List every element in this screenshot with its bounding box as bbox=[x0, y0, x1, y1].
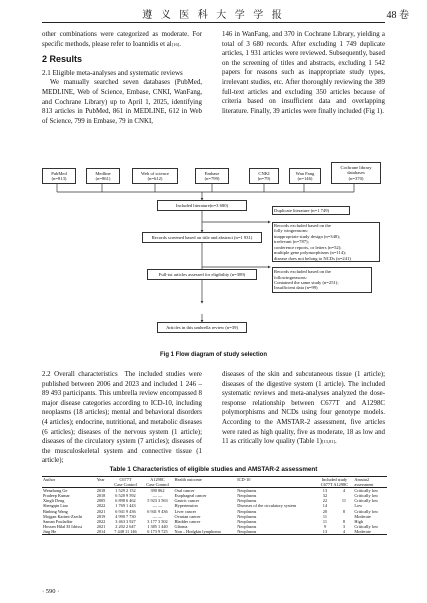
cell-included-c677t: 32 bbox=[322, 493, 328, 499]
cell-amstar2: High bbox=[354, 518, 364, 524]
fulltext-box: Full-txt articles assessed for eligibility (n=389) bbox=[147, 269, 257, 280]
flow-diagram bbox=[42, 160, 387, 340]
cell-outcome: Non – Hodgkin lymphoma bbox=[173, 529, 236, 535]
cell-outcome: Gastric cancer bbox=[174, 498, 200, 504]
journal-title: 遵 义 医 科 大 学 学 报 bbox=[142, 10, 285, 21]
cell-icd10: Diseases of the circulatory system bbox=[237, 503, 296, 509]
col-icd10: ICD-10 bbox=[236, 477, 315, 483]
col-author: Author bbox=[42, 477, 96, 483]
cell-included-c677t: 13 bbox=[322, 488, 328, 494]
included-literature-box: Included literature(n=3 680) bbox=[157, 200, 247, 211]
cell-author: Hossen Hilal El Idrissi bbox=[43, 523, 83, 529]
cell-author: Saman Fouladfar bbox=[43, 518, 73, 524]
cell-outcome: Glioma bbox=[174, 523, 188, 529]
methods-paragraph-end bbox=[42, 30, 202, 49]
cell-year: 2014 bbox=[96, 529, 110, 535]
cell-year: 2021 bbox=[96, 508, 106, 514]
section-2-2-heading: 2.2 Overall characteristics bbox=[42, 371, 118, 378]
source-box-wanfang: Wan Fang (n=146) bbox=[289, 168, 321, 184]
paragraph-end: . bbox=[179, 40, 181, 48]
cell-amstar2: Critically low bbox=[354, 498, 379, 504]
cell-c677t: 6 520 9 592 bbox=[115, 493, 136, 499]
cell-icd10: Neoplasms bbox=[237, 518, 257, 524]
search-paragraph: We manually searched seven databases (PubMed, MEDLINE, Web of Science, Embase, CNKI, WanFang, and Cochrane Library) up to April 1, 2025, identifying 813 articles in PubMed, 861 in MEDLINE, 612 in Web of Science, 799 in Embase, 79 in CNKI, bbox=[42, 79, 202, 125]
right-column-bottom bbox=[222, 370, 385, 447]
table-row bbox=[42, 529, 387, 535]
source-box-medline: Medline (n=861) bbox=[86, 168, 120, 184]
section-2-1-heading: 2.1 Eligible meta-analyses and systematic reviews bbox=[42, 68, 183, 77]
paragraph-text: other combinations were categorized as moderate. For specific methods, please refer to Ioannidis et al bbox=[42, 31, 202, 48]
final-articles-box: Articles in this umbrella review (n=39) bbox=[157, 322, 247, 333]
cell-c677t: 1 529 2 152 bbox=[115, 488, 136, 494]
characteristics-table bbox=[42, 476, 387, 535]
disease-paragraph bbox=[222, 370, 385, 447]
cell-c677t: 2 202 2 647 bbox=[115, 523, 136, 529]
cell-included-c677t: 9 bbox=[323, 523, 327, 529]
cell-included-c677t: 11 bbox=[322, 518, 328, 524]
page-number: · 590 · bbox=[42, 588, 60, 595]
cell-amstar2: Critically low bbox=[354, 523, 379, 529]
cell-c677t: 6 898 6 462 bbox=[115, 498, 136, 504]
cell-author: Shengqin Liao bbox=[43, 503, 69, 509]
table-body bbox=[42, 488, 387, 535]
cell-author: Pradeep Kumar bbox=[43, 493, 70, 499]
cell-included-c677t: 13 bbox=[315, 529, 334, 535]
citation: [16] bbox=[171, 41, 180, 47]
cell-icd10: Neoplasms bbox=[237, 508, 257, 514]
cell-year: 2022 bbox=[96, 518, 106, 524]
cell-included-a1298c: 8 bbox=[342, 508, 346, 514]
cell-year: 2018 bbox=[96, 488, 106, 494]
source-box-cochrane: Cochrane library databases (n=370) bbox=[331, 162, 381, 184]
cell-amstar2: Critically low bbox=[354, 488, 379, 494]
duplicate-box: Duplicate literature (n=1 749) bbox=[272, 206, 350, 215]
paragraph-text: diseases of the skin and subcutaneous tissue (1 article); diseases of the digestive system (1 article). The included systematic reviews and meta-analyses analyzed the dose-response relationship between C677T and A1298C polymorphisms and NCDs using four genotype models. According to the AMSTAR-2 assessment, five articles were rated as high quality, five as moderate, 18 as low and 11 as critically low quality (Table 1) bbox=[222, 371, 385, 446]
col-a1298c: A1298C bbox=[142, 477, 174, 483]
sub-a1298c: Case Control bbox=[142, 482, 174, 488]
cell-a1298c: 3 177 3 502 bbox=[147, 518, 168, 524]
cell-c677t: 1 769 1 443 bbox=[115, 503, 136, 509]
cell-c677t: 7 448 11 146 bbox=[110, 529, 142, 535]
cell-outcome: Bladder cancer bbox=[174, 518, 201, 524]
cell-outcome: Liver cancer bbox=[174, 508, 197, 514]
cell-author: Mojgan Karimi-Zarchi bbox=[43, 513, 83, 519]
cell-icd10: Neoplasms bbox=[237, 523, 257, 529]
cell-outcome: Oral cancer bbox=[174, 488, 195, 494]
cell-a1298c: 390 862 bbox=[150, 488, 165, 494]
cell-year: 2018 bbox=[96, 493, 106, 499]
col-year: Year bbox=[96, 477, 110, 483]
characteristics-text: The included studies were published between 2006 and 2023 and included 1 246 – 89 493 participants. This umbrella review encompassed 8 major disease categories according to ICD-10, including neoplasms (18 articles); mental and behavioral disorders (4 articles); endocrine, nutritional, and metabolic diseases (6 articles); diseases of the nervous system (1 article); diseases of the circulatory system (7 articles); diseases of the musculoskeletal system and connective tissue (1 article); bbox=[42, 371, 202, 465]
characteristics-paragraph bbox=[42, 370, 202, 466]
cell-author: Jing He bbox=[42, 529, 96, 535]
cell-amstar2: Low bbox=[354, 503, 363, 509]
cell-amstar2: Critically low bbox=[354, 493, 379, 499]
cell-icd10: Neoplasms bbox=[237, 493, 257, 499]
cell-a1298c: — — bbox=[152, 493, 163, 499]
right-column-top bbox=[222, 30, 385, 116]
source-box-embase: Embase (n=799) bbox=[195, 168, 229, 184]
cell-amstar2: Moderate bbox=[353, 529, 387, 535]
cell-a1298c: — — bbox=[152, 503, 163, 509]
citation: [13,81] bbox=[321, 439, 336, 445]
cell-year: 2021 bbox=[96, 523, 106, 529]
cell-amstar2: Critically low bbox=[354, 508, 379, 514]
excluded-reasons-box-1: Records excluded based on the folly wingreasons: inappropriate study design (n=348); irrelevant (n=787); conference reports, or letters (n=52); multiple gene polymorphisms (n=114); disease does not belong to NCDs (n=241) bbox=[272, 222, 380, 262]
screened-box: Records screened based on title and abstract (n=1 931) bbox=[142, 232, 262, 243]
cell-amstar2: Moderate bbox=[354, 513, 371, 519]
cell-outcome: Hypertension bbox=[174, 503, 198, 509]
header-rule bbox=[42, 22, 385, 23]
cell-icd10: Neoplasms bbox=[237, 498, 257, 504]
cell-icd10: Neoplasms bbox=[237, 513, 257, 519]
sub-amstar2: assessment bbox=[353, 482, 387, 488]
cell-included-a1298c: 4 bbox=[335, 529, 354, 535]
cell-outcome: Ovarian cancer bbox=[174, 513, 201, 519]
col-included-study: Included study bbox=[315, 477, 353, 483]
col-c677t: C677T bbox=[110, 477, 142, 483]
cell-icd10: Neoplasms bbox=[236, 529, 315, 535]
cell-icd10: Neoplasms bbox=[237, 488, 257, 494]
cell-included-c677t: 11 bbox=[322, 513, 328, 519]
cell-included-a1298c: 8 bbox=[342, 518, 346, 524]
sub-included: C677T A1298C bbox=[315, 482, 353, 488]
table-title: Table 1 Characteristics of eligible studies and AMSTAR-2 assessment bbox=[109, 466, 318, 473]
col-amstar2: Amstar2 bbox=[353, 477, 387, 483]
cell-a1298c: — — bbox=[152, 513, 163, 519]
cell-c677t: 3 463 3 927 bbox=[115, 518, 136, 524]
left-column-top bbox=[42, 30, 202, 126]
cell-included-a1298c: 3 bbox=[342, 523, 346, 529]
cell-year: 2005 bbox=[96, 498, 106, 504]
figure-caption: Fig 1 Flow diagram of study selection bbox=[159, 352, 267, 358]
records-paragraph: 146 in WanFang, and 370 in Cochrane Library, yielding a total of 3 680 records. After excluding 1 749 duplicate articles, 1 931 articles were reviewed. Subsequently, based on the screening of titles and abstracts, excluding 1 542 papers for reasons such as inappropriate study types, irrelevant studies, etc. After thoroughly reviewing the 389 full-text articles and excluding 350 articles because of criteria based on insufficient data and overlapping literature. Finally, 39 articles were finally included (Fig 1). bbox=[222, 31, 385, 115]
source-box-web-of-science: Web of science (n=612) bbox=[132, 168, 178, 184]
cell-author: Wenzhong Ge bbox=[43, 488, 68, 494]
source-box-pubmed: PubMed (n=813) bbox=[42, 168, 76, 184]
cell-a1298c: 5 923 3 563 bbox=[147, 498, 168, 504]
cell-a1298c: 6 173 9 725 bbox=[142, 529, 174, 535]
cell-author: Xingli Deng bbox=[43, 498, 65, 504]
volume-label: 48 卷 bbox=[386, 10, 409, 21]
cell-a1298c: 1 385 1 440 bbox=[147, 523, 168, 529]
cell-included-c677t: 14 bbox=[322, 503, 328, 509]
excluded-reasons-box-2: Records excluded based on the followingreasons: Contained the same study (n=251); Insufficient data (n=99) bbox=[272, 267, 372, 293]
cell-author: Binbing Wang bbox=[43, 508, 68, 514]
cell-year: 2019 bbox=[96, 513, 106, 519]
cell-included-a1298c: 4 bbox=[342, 488, 346, 494]
left-column-bottom bbox=[42, 370, 202, 466]
cell-c677t: 6 941 9 436 bbox=[115, 508, 136, 514]
cell-included-a1298c: 11 bbox=[341, 498, 347, 504]
cell-c677t: 4 990 7 730 bbox=[115, 513, 136, 519]
results-heading: 2 Results bbox=[42, 54, 83, 65]
col-health-outcome: Health outcome bbox=[173, 477, 236, 483]
cell-a1298c: 6 941 9 436 bbox=[147, 508, 168, 514]
paragraph-end: . bbox=[335, 438, 337, 446]
cell-included-c677t: 20 bbox=[322, 508, 328, 514]
cell-year: 2022 bbox=[96, 503, 106, 509]
source-box-cnki: CNKI (n=79) bbox=[249, 168, 279, 184]
sub-c677t: Case Control bbox=[110, 482, 142, 488]
cell-outcome: Esophageal cancer bbox=[174, 493, 207, 499]
cell-included-c677t: 22 bbox=[322, 498, 328, 504]
